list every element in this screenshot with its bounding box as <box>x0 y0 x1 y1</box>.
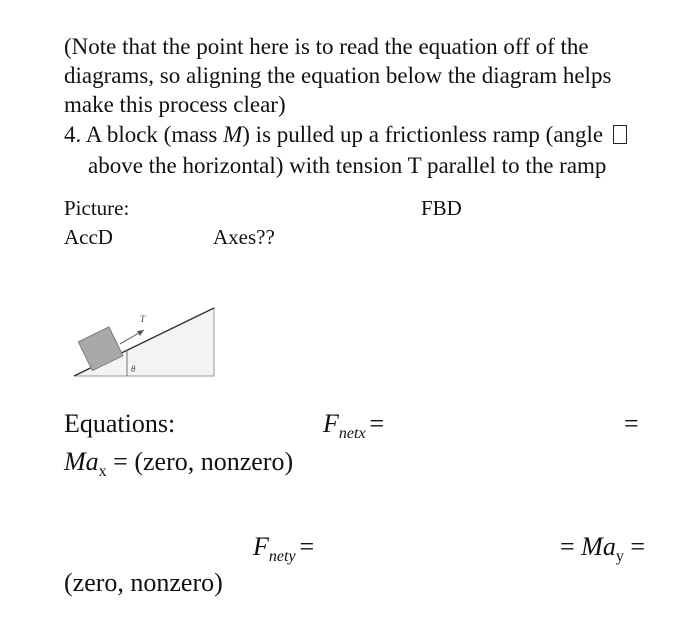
fnetx-subscript: netx <box>338 425 366 443</box>
fnetx-F: F <box>323 409 339 438</box>
fnety-F: F <box>253 532 269 561</box>
max-rest: = (zero, nonzero) <box>106 447 294 476</box>
zero-nonzero-text: (zero, nonzero) <box>64 568 223 597</box>
max-M: Ma <box>64 447 99 476</box>
problem-line-1 <box>64 122 627 148</box>
fbd-label: FBD <box>421 196 462 220</box>
ramp-diagram <box>70 300 230 386</box>
problem-line-1-post: ) is pulled up a frictionless ramp (angle <box>242 122 609 147</box>
problem-line-2: above the horizontal) with tension T parallel to the ramp <box>88 153 607 178</box>
picture-label: Picture: <box>64 196 130 220</box>
note-text: (Note that the point here is to read the equation off of the diagrams, so aligning the equation below the diagram helps make this process clear) <box>64 34 612 117</box>
missing-glyph-box <box>613 125 627 144</box>
fnety-equals: = <box>299 532 315 561</box>
tension-label: T <box>140 314 146 324</box>
mass-symbol: M <box>223 122 243 147</box>
may-M: Ma <box>581 532 616 561</box>
angle-label: θ <box>131 364 136 374</box>
fnety-expression <box>253 532 314 566</box>
may-subscript: y <box>615 548 624 566</box>
axes-label: Axes?? <box>213 225 275 249</box>
accd-label: AccD <box>64 225 113 249</box>
may-post: = <box>623 532 646 561</box>
fnety-subscript: nety <box>268 548 296 566</box>
fnetx-expression <box>323 409 384 443</box>
max-subscript: x <box>98 463 107 481</box>
equations-heading: Equations: <box>64 409 176 438</box>
fnetx-equals: = <box>369 409 385 438</box>
may-pre: = <box>560 532 582 561</box>
max-expression <box>64 447 293 481</box>
problem-line-1-pre: 4. A block (mass <box>64 122 224 147</box>
may-expression <box>560 532 645 566</box>
right-equals-1: = <box>624 409 639 438</box>
